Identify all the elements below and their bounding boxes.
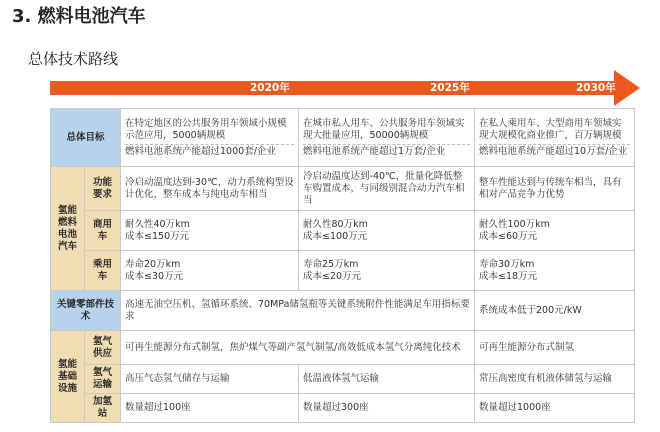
label-commercial-vehicle: 商用车 <box>85 211 121 251</box>
passenger-2030-cost: 成本≤18万元 <box>479 270 538 282</box>
cell-function-2020: 冷启动温度达到-30℃，动力系统构型设计优化，整车成本与纯电动车相当 <box>121 167 299 211</box>
cell-passenger-2020 <box>121 251 299 291</box>
label-refueling-station: 加氢站 <box>85 394 121 423</box>
cell-transport-2025: 低温液体氢气运输 <box>299 365 475 394</box>
overall-2020-capacity: 燃料电池系统产能超过1000套/企业 <box>125 145 276 157</box>
cell-function-2030: 整车性能达到与传统车相当，具有相对产品竞争力优势 <box>475 167 635 211</box>
cell-function-2025: 冷启动温度达到-40℃，批量化降低整车购置成本，与同级别混合动力汽车相当 <box>299 167 475 211</box>
cell-station-2030: 数量超过1000座 <box>475 394 635 423</box>
overall-2030-capacity: 燃料电池系统产能超过10万套/企业 <box>479 145 628 157</box>
page-title: 3. 燃料电池汽车 <box>12 6 146 27</box>
commercial-2020-cost: 成本≤150万元 <box>125 230 190 242</box>
row-function-requirements <box>51 167 635 211</box>
row-passenger-vehicle <box>51 251 635 291</box>
overall-2020-scale: 在特定地区的公共服务用车领域小规模示范应用，5000辆规模 <box>125 117 287 141</box>
roadmap-table <box>50 108 635 423</box>
label-hydrogen-supply: 氢气供应 <box>85 331 121 365</box>
cell-divider <box>125 144 294 145</box>
row-commercial-vehicle <box>51 211 635 251</box>
label-function-requirements: 功能要求 <box>85 167 121 211</box>
cell-station-2020: 数量超过100座 <box>121 394 299 423</box>
row-overall-goal <box>51 109 635 167</box>
overall-2025-scale: 在城市私人用车、公共服务用车领域实现大批量应用，50000辆规模 <box>303 117 465 141</box>
cell-overall-2025 <box>299 109 475 167</box>
timeline-arrow-head <box>614 70 640 106</box>
cell-overall-2030 <box>475 109 635 167</box>
label-passenger-vehicle: 乘用车 <box>85 251 121 291</box>
label-overall-goal: 总体目标 <box>51 109 121 167</box>
timeline-arrow-bar <box>50 81 616 95</box>
cell-divider <box>303 144 470 145</box>
passenger-2030-lifetime: 寿命30万km <box>479 258 535 270</box>
page-subtitle: 总体技术路线 <box>28 50 119 68</box>
cell-station-2025: 数量超过300座 <box>299 394 475 423</box>
cell-commercial-2020 <box>121 211 299 251</box>
cell-transport-2020: 高压气态氢气储存与运输 <box>121 365 299 394</box>
commercial-2025-cost: 成本≤100万元 <box>303 230 368 242</box>
row-hydrogen-transport <box>51 365 635 394</box>
year-2030-label: 2030年 <box>576 82 616 94</box>
cell-passenger-2025 <box>299 251 475 291</box>
label-key-components: 关键零部件技术 <box>51 291 121 331</box>
cell-commercial-2030 <box>475 211 635 251</box>
overall-2025-capacity: 燃料电池系统产能超过1万套/企业 <box>303 145 446 157</box>
cell-key-components-2020-2025: 高速无油空压机、氢循环系统、70MPa储氢瓶等关键系统附件性能满足车用指标要求 <box>121 291 475 331</box>
passenger-2020-cost: 成本≤30万元 <box>125 270 184 282</box>
year-2025-label: 2025年 <box>430 82 470 94</box>
cell-key-components-2030: 系统成本低于200元/kW <box>475 291 635 331</box>
passenger-2025-lifetime: 寿命25万km <box>303 258 359 270</box>
row-hydrogen-supply <box>51 331 635 365</box>
cell-overall-2020 <box>121 109 299 167</box>
commercial-2030-durability: 耐久性100万km <box>479 218 550 230</box>
label-hydrogen-vehicle: 氢能燃料电池汽车 <box>51 167 85 291</box>
cell-transport-2030: 常压高密度有机液体储氢与运输 <box>475 365 635 394</box>
row-refueling-station <box>51 394 635 423</box>
label-hydrogen-infrastructure: 氢能基础设施 <box>51 331 85 423</box>
commercial-2030-cost: 成本≤60万元 <box>479 230 538 242</box>
year-2020-label: 2020年 <box>250 82 290 94</box>
commercial-2025-durability: 耐久性80万km <box>303 218 368 230</box>
cell-supply-2030: 可再生能源分布式制氢 <box>475 331 635 365</box>
cell-divider <box>479 144 630 145</box>
commercial-2020-durability: 耐久性40万km <box>125 218 190 230</box>
passenger-2020-lifetime: 寿命20万km <box>125 258 181 270</box>
row-key-components <box>51 291 635 331</box>
passenger-2025-cost: 成本≤20万元 <box>303 270 362 282</box>
overall-2030-scale: 在私人乘用车、大型商用车领域实现大规模化商业推广，百万辆规模 <box>479 117 622 141</box>
cell-passenger-2030 <box>475 251 635 291</box>
cell-commercial-2025 <box>299 211 475 251</box>
cell-supply-2020-2025: 可再生能源分布式制氢，焦炉煤气等副产氢气制氢/高效低成本氢气分离纯化技术 <box>121 331 475 365</box>
label-hydrogen-transport: 氢气运输 <box>85 365 121 394</box>
